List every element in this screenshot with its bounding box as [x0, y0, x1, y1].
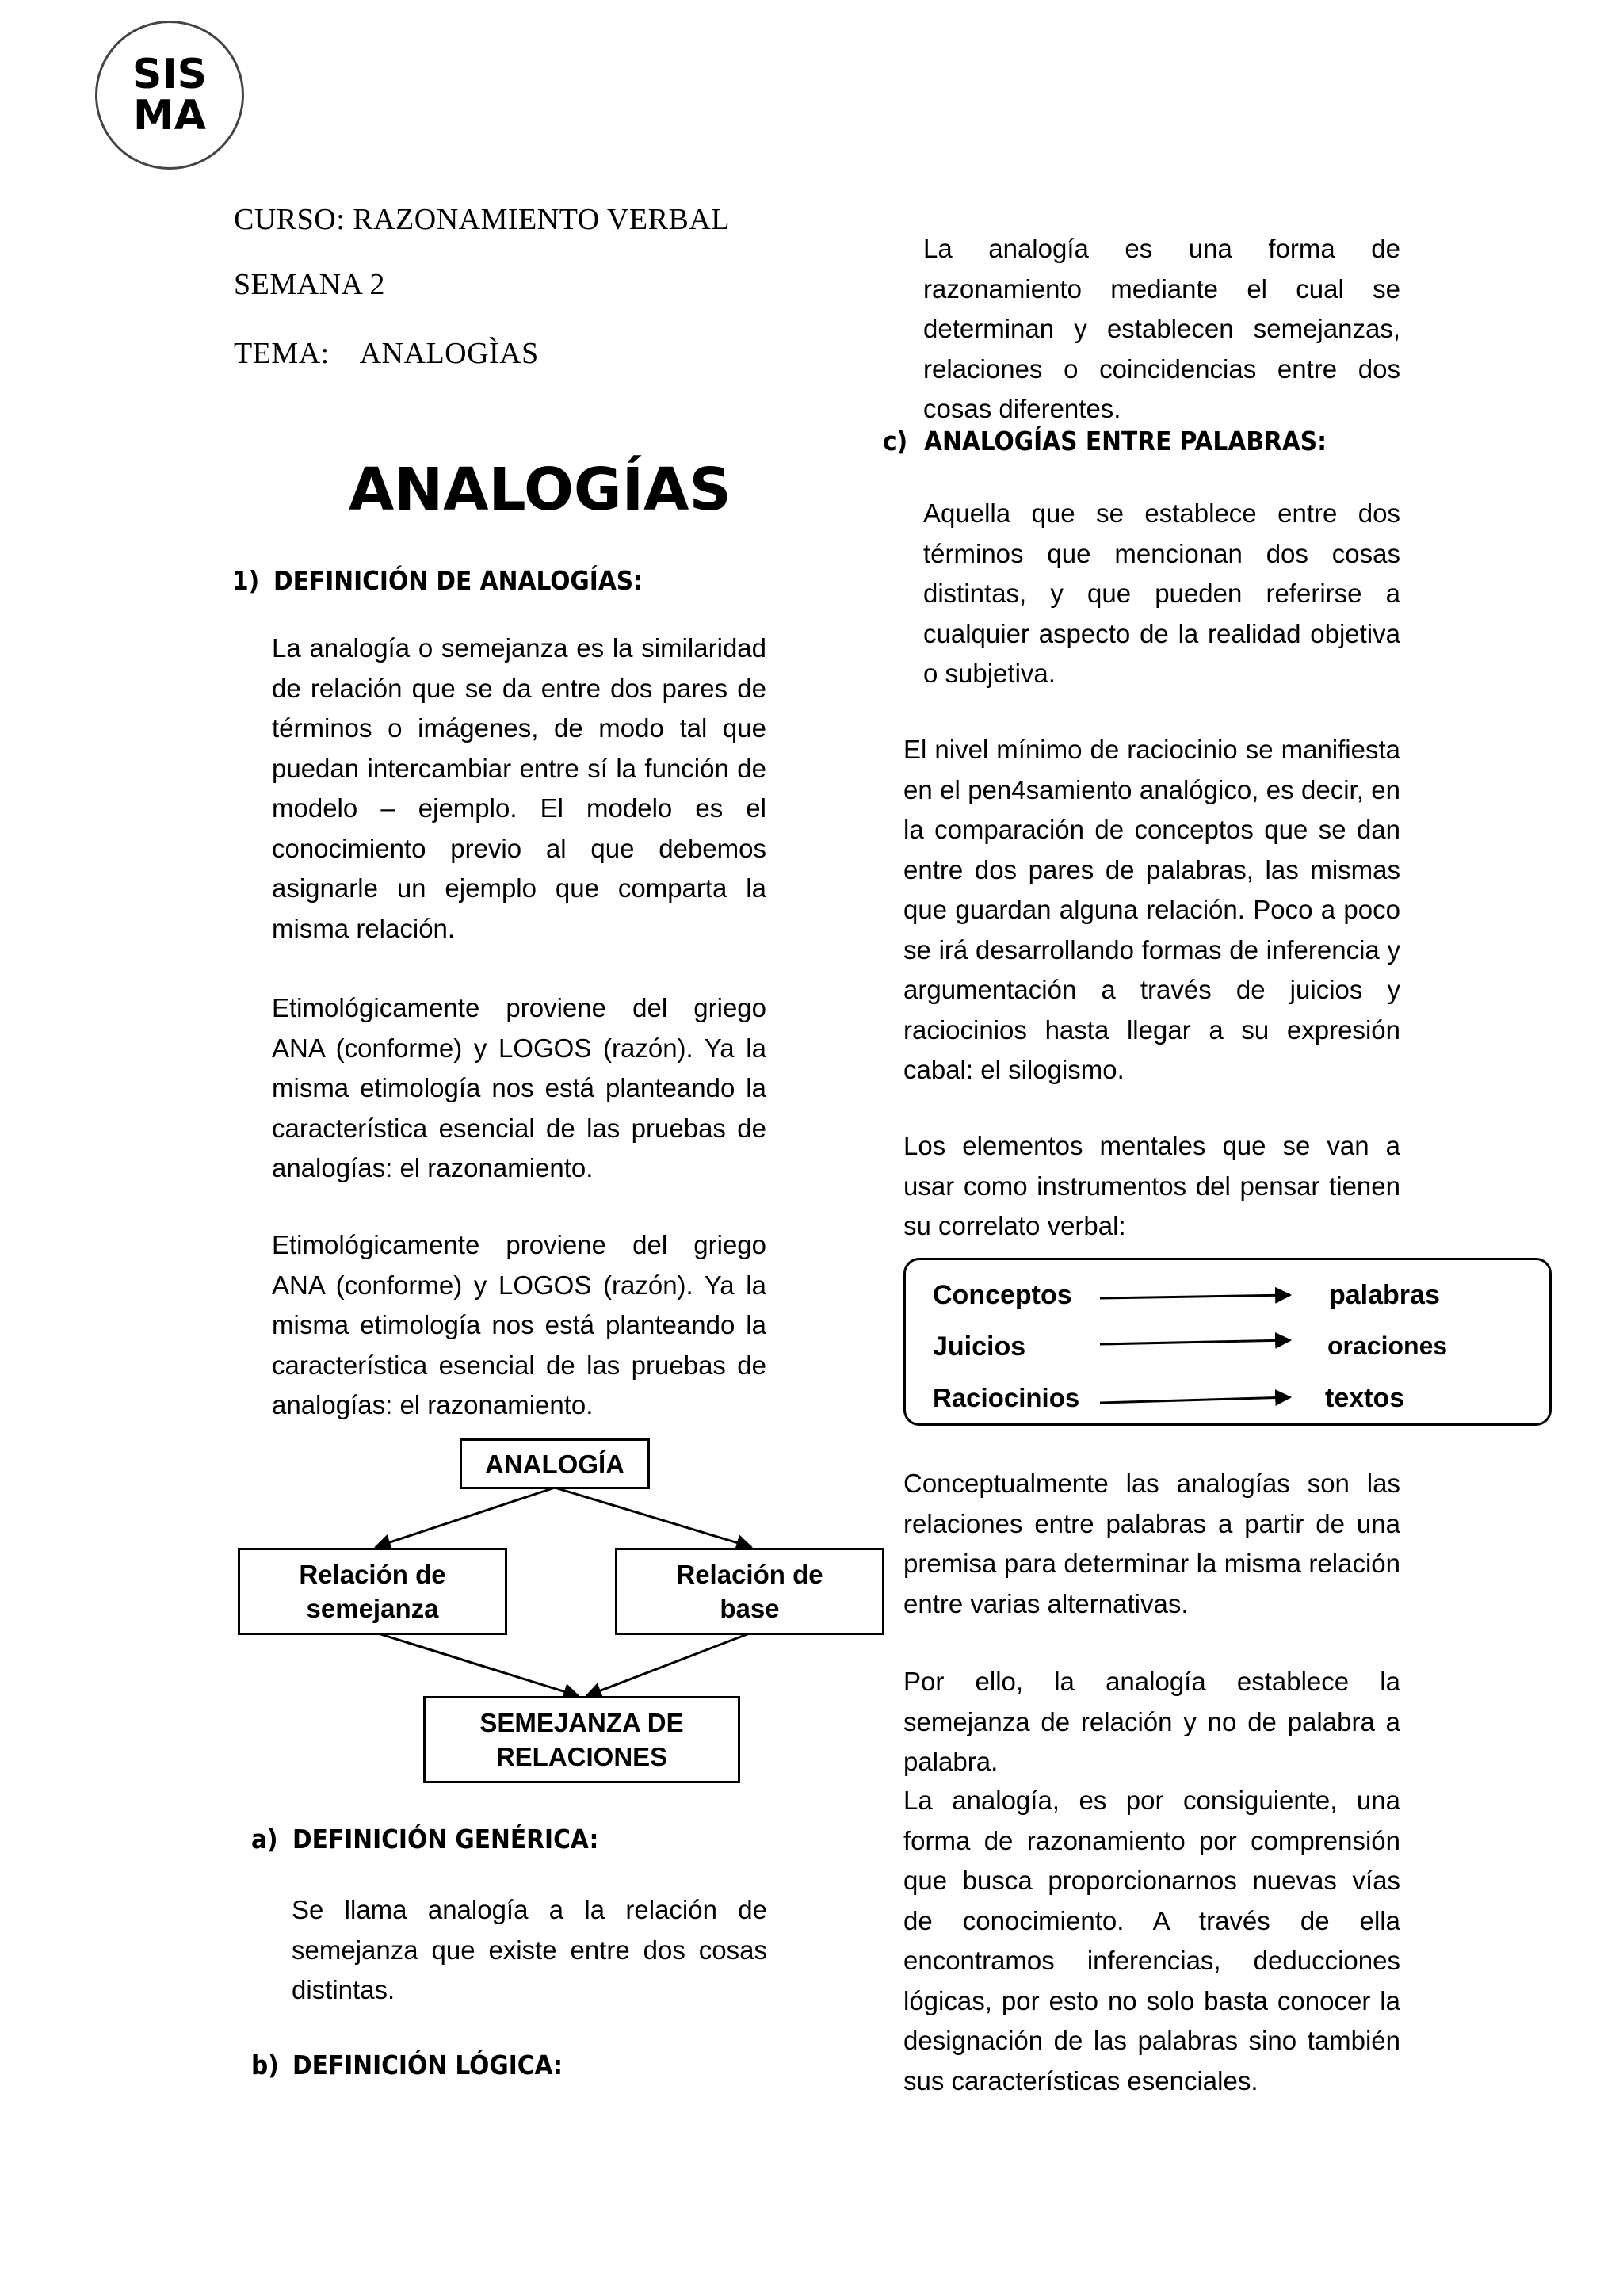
- correlation-right-3: textos: [1325, 1383, 1405, 1413]
- section-b-number: b): [251, 2050, 279, 2080]
- course-line: CURSO: RAZONAMIENTO VERBAL: [234, 203, 730, 236]
- page-title: ANALOGÍAS: [349, 456, 731, 524]
- diagram-base-line-1: Relación de: [676, 1560, 823, 1589]
- raciocinio-paragraph: El nivel mínimo de raciocinio se manifiesta en el pen4samiento analógico, es decir, en la comparación de conceptos que se dan entre dos pares de palabras, las mismas que guardan alguna relación. Poco a poco se irá desarrollando formas de inferencia y argumentación a través de juicios y raciocinios hasta llegar a su expresión cabal: el silogismo.: [903, 735, 1400, 1084]
- section-c-number: c): [883, 426, 908, 457]
- diagram-semejanza-line-1: Relación de: [299, 1560, 446, 1589]
- logo-line-2: MA: [133, 92, 206, 139]
- diagram-arrow-to-left: [376, 1488, 555, 1547]
- diagram-arrow-right-to-bottom: [586, 1633, 751, 1696]
- correlation-left-1: Conceptos: [933, 1280, 1072, 1310]
- section-b-title: DEFINICIÓN LÓGICA:: [292, 2050, 563, 2080]
- diagram-box-analogia: [460, 1438, 650, 1489]
- correlation-right-2: oraciones: [1327, 1331, 1448, 1360]
- por-ello-paragraph: Por ello, la analogía establece la semejanza de relación y no de palabra a palabra.: [903, 1667, 1400, 1776]
- logical-definition-text: La analogía es una forma de razonamiento mediante el cual se determinan y establecen semejanzas, relaciones o coincidencias entre dos cosas diferentes.: [923, 234, 1400, 423]
- diagram-box-semejanza: [238, 1548, 507, 1635]
- section-b-heading: [251, 2050, 563, 2080]
- section-1-number: 1): [232, 565, 260, 596]
- correlation-right-1: palabras: [1329, 1280, 1440, 1310]
- section-c-text: Aquella que se establece entre dos términos que mencionan dos cosas distintas, y que pueden referirse a cualquier aspecto de la realidad objetiva o subjetiva.: [923, 499, 1400, 688]
- definition-paragraph-2: Etimológicamente proviene del griego ANA (conforme) y LOGOS (razón). Ya la misma etimología nos está planteando la característica esencial de las pruebas de analogías: el razonamiento.: [272, 993, 766, 1182]
- definition-paragraph-3: Etimológicamente proviene del griego ANA (conforme) y LOGOS (razón). Ya la misma etimología nos está planteando la característica esencial de las pruebas de analogías: el razonamiento.: [272, 1230, 766, 1419]
- diagram-base-line-2: base: [720, 1594, 780, 1623]
- section-a-title: DEFINICIÓN GENÉRICA:: [292, 1824, 599, 1855]
- conceptual-paragraph: Conceptualmente las analogías son las relaciones entre palabras a partir de una premisa para determinar la misma relación entre varias alternativas.: [903, 1469, 1400, 1618]
- diagram-relaciones-line-1: SEMEJANZA DE: [479, 1708, 684, 1737]
- correlation-left-2: Juicios: [933, 1331, 1026, 1362]
- topic-line: TEMA: ANALOGÌAS: [234, 337, 539, 370]
- logo-line-1: SIS: [132, 51, 208, 98]
- section-c-heading: [883, 426, 1327, 457]
- diagram-box-base: [615, 1548, 884, 1635]
- sisma-logo: [95, 21, 244, 170]
- diagram-box-analogia-label: ANALOGÍA: [485, 1449, 624, 1479]
- correlation-left-3: Raciocinios: [933, 1383, 1080, 1412]
- diagram-box-semejanza-relaciones: [423, 1696, 740, 1783]
- section-a-heading: [251, 1824, 598, 1855]
- diagram-arrow-left-to-bottom: [376, 1633, 579, 1696]
- section-a-text: Se llama analogía a la relación de semejanza que existe entre dos cosas distintas.: [292, 1895, 767, 2004]
- section-1-title: DEFINICIÓN DE ANALOGÍAS:: [273, 565, 643, 596]
- diagram-relaciones-line-2: RELACIONES: [495, 1742, 668, 1771]
- week-line: SEMANA 2: [234, 268, 385, 301]
- diagram-semejanza-line-2: semejanza: [306, 1594, 439, 1623]
- elementos-paragraph: Los elementos mentales que se van a usar como instrumentos del pensar tienen su correlato verbal:: [903, 1131, 1400, 1240]
- section-1-heading: [232, 565, 643, 596]
- section-a-number: a): [251, 1824, 278, 1855]
- final-paragraph: La analogía, es por consiguiente, una forma de razonamiento por comprensión que busca proporcionarnos nuevas vías de conocimiento. A través de ella encontramos inferencias, deducciones lógicas, por esto no solo basta conocer la designación de las palabras sino también sus características esenciales.: [903, 1786, 1400, 2095]
- section-c-title: ANALOGÍAS ENTRE PALABRAS:: [924, 426, 1327, 457]
- diagram-arrow-to-right: [555, 1488, 751, 1547]
- definition-paragraph-1: La analogía o semejanza es la similaridad de relación que se da entre dos pares de términos o imágenes, de modo tal que puedan intercambiar entre sí la función de modelo – ejemplo. El modelo es el conocimiento previo al que debemos asignarle un ejemplo que comparta la misma relación.: [272, 633, 766, 943]
